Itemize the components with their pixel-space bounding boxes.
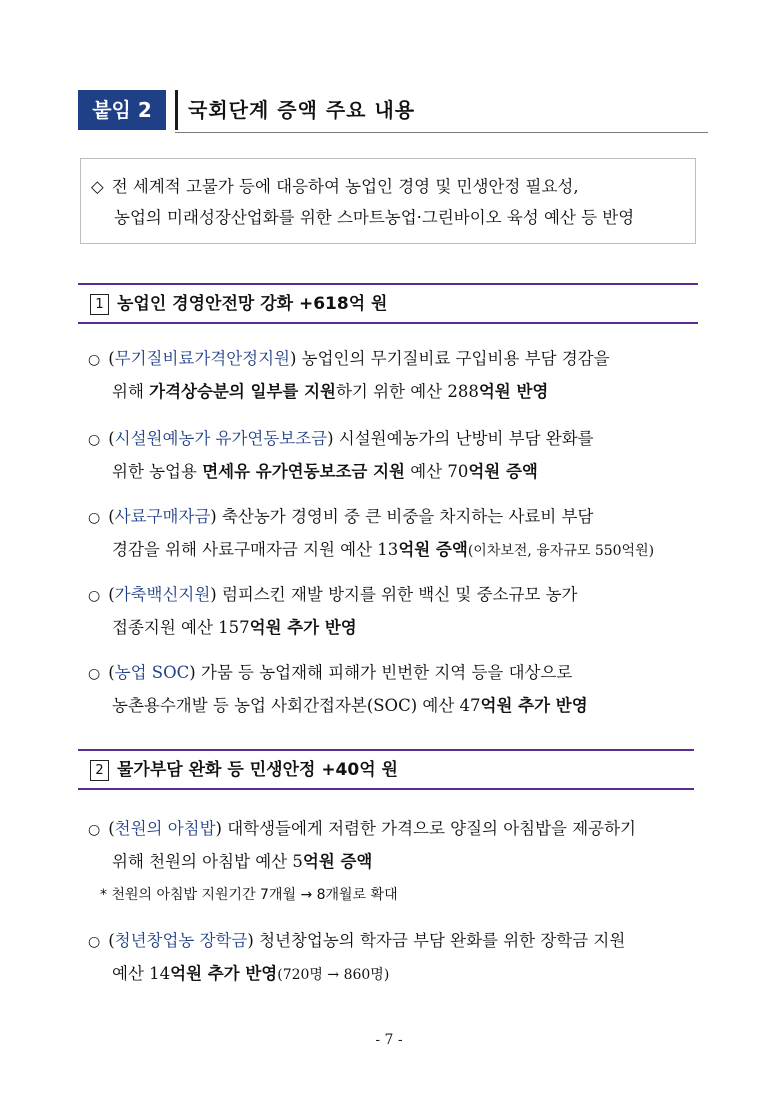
section-1-bottom-rule — [78, 322, 698, 324]
circle-bullet-icon: ○ — [88, 666, 101, 682]
circle-bullet-icon: ○ — [88, 352, 101, 368]
item-tag: 무기질비료가격안정지원 — [114, 349, 290, 368]
section-2-title — [90, 758, 398, 782]
item-emphasis: 억원 추가 반영 — [480, 696, 588, 715]
item-note: (720명 → 860명) — [277, 967, 390, 983]
item-text: 농촌용수개발 등 농업 사회간접자본(SOC) 예산 47 — [112, 696, 481, 715]
item-emphasis: 면세유 유가연동보조금 지원 — [202, 462, 405, 481]
item-emphasis: 가격상승분의 일부를 지원 — [149, 382, 336, 401]
item-text: 접종지원 예산 157 — [112, 618, 250, 637]
circle-bullet-icon: ○ — [88, 934, 101, 950]
section-2-top-rule — [78, 749, 694, 751]
summary-line-2: 농업의 미래성장산업화를 위한 스마트농업·그린바이오 육성 예산 등 반영 — [114, 208, 635, 227]
section-1-number-box: 1 — [90, 294, 109, 315]
summary-text-1: 전 세계적 고물가 등에 대응하여 농업인 경영 및 민생안정 필요성, — [111, 177, 579, 196]
page-number: - 7 - — [375, 1032, 403, 1048]
document-page: 붙임 2 국회단계 증액 주요 내용 ◇ 전 세계적 고물가 등에 대응하여 농업인 경영 및 민생안정 필요성, 농업의 미래성장산업화를 위한 스마트농업·그린바이오 육성 예산 등 반영 1 농업인 경영안전망 강화 +618억 원 ○ (무기질비료가격안정지원) 농업인의 무기질비료 구입비용 부담 경감을 위해 가격상승분의 일부를 지원하기 위한 예산 288억원 반영 ○ (시설원예농가 유가연동보조금) 시설원예농가의 난방비 부담 완화를 위한 농업용 면세유 유가연동보조금 지원 예산 70억원 증액 ○ (사료구매자금) 축산농가 경영비 중 큰 비중을 차지하는 사료비 부담 경감을 위해 사료구매자금 지원 예산 13억원 증액(이차보전, 융자규모 550억원) ○ (가축백신지원) 럼피스킨 재발 방지를 위한 백신 및 중소규모 농가 접종지원 예산 157억원 추가 반영 ○ (농업 SOC) 가뭄 등 농업재해 피해가 빈번한 지역 등을 대상으로 농촌용수개발 등 농업 사회간접자본(SOC) 예산 47억원 추가 반영 2 물가부담 완화 등 민생안정 +40억 원 ○ (천원의 아침밥) 대학생들에게 저렴한 가격으로 양질의 아침밥을 제공하기 위해 천원의 아침밥 예산 5억원 증액 * 천원의 아침밥 지원기간 7개월 → 8개월로 확대 ○ (청년창업농 장학금) 청년창업농의 학자금 부담 완화를 위한 장학금 지원 예산 14억원 추가 반영(720명 → 860명) - 7 - — [0, 0, 778, 1100]
summary-line-1 — [91, 175, 579, 199]
item-text: 위해 — [112, 382, 150, 401]
item-emphasis: 억원 추가 반영 — [170, 964, 278, 983]
item-emphasis: 억원 증액 — [302, 852, 373, 871]
circle-bullet-icon: ○ — [88, 822, 101, 838]
footnote: * 천원의 아침밥 지원기간 7개월 → 8개월로 확대 — [100, 887, 398, 903]
header-underline — [175, 132, 708, 133]
item-text: 위한 농업용 — [112, 462, 203, 481]
diamond-bullet-icon: ◇ — [91, 177, 104, 196]
item-text: 예산 14 — [112, 964, 171, 983]
item-tag: 천원의 아침밥 — [114, 819, 216, 838]
item-text: 대학생들에게 저렴한 가격으로 양질의 아침밥을 제공하기 — [221, 819, 636, 838]
item-tag: 시설원예농가 유가연동보조금 — [114, 429, 328, 448]
section-1-top-rule — [78, 283, 698, 285]
section-2-title-text: 물가부담 완화 등 민생안정 +40억 원 — [117, 760, 398, 780]
item-text: 하기 위한 예산 288 — [335, 382, 479, 401]
item-emphasis: 억원 증액 — [468, 462, 538, 481]
circle-bullet-icon: ○ — [88, 432, 101, 448]
item-tag: 사료구매자금 — [114, 507, 211, 526]
section-2-bottom-rule — [78, 788, 694, 790]
item-text: 축산농가 경영비 중 큰 비중을 차지하는 사료비 부담 — [216, 507, 594, 526]
section-2-number-box: 2 — [90, 760, 109, 781]
item-text: 럼피스킨 재발 방지를 위한 백신 및 중소규모 농가 — [216, 585, 578, 604]
item-tag: 농업 SOC — [114, 663, 190, 682]
item-text: 농업인의 무기질비료 구입비용 부담 경감을 — [296, 349, 610, 368]
item-emphasis: 억원 증액 — [398, 540, 468, 559]
item-emphasis: 억원 추가 반영 — [249, 618, 357, 637]
attachment-header — [78, 90, 708, 134]
item-text: 예산 70 — [404, 462, 469, 481]
summary-box — [80, 158, 696, 244]
section-1-title — [90, 292, 387, 316]
section-1-title-text: 농업인 경영안전망 강화 +618억 원 — [117, 294, 388, 314]
item-text: 경감을 위해 사료구매자금 지원 예산 13 — [112, 540, 399, 559]
item-text: 시설원예농가의 난방비 부담 완화를 — [333, 429, 594, 448]
item-note: (이차보전, 융자규모 550억원) — [467, 543, 655, 559]
item-text: 위해 천원의 아침밥 예산 5 — [112, 852, 303, 871]
circle-bullet-icon: ○ — [88, 510, 101, 526]
item-text: 청년창업농의 학자금 부담 완화를 위한 장학금 지원 — [253, 931, 626, 950]
attachment-badge: 붙임 2 — [78, 90, 166, 130]
item-tag: 청년창업농 장학금 — [114, 931, 248, 950]
circle-bullet-icon: ○ — [88, 588, 101, 604]
item-tag: 가축백신지원 — [114, 585, 211, 604]
item-text: 가뭄 등 농업재해 피해가 빈번한 지역 등을 대상으로 — [195, 663, 573, 682]
header-divider-bar — [175, 90, 178, 130]
page-title: 국회단계 증액 주요 내용 — [188, 98, 416, 122]
item-emphasis: 억원 반영 — [478, 382, 549, 401]
